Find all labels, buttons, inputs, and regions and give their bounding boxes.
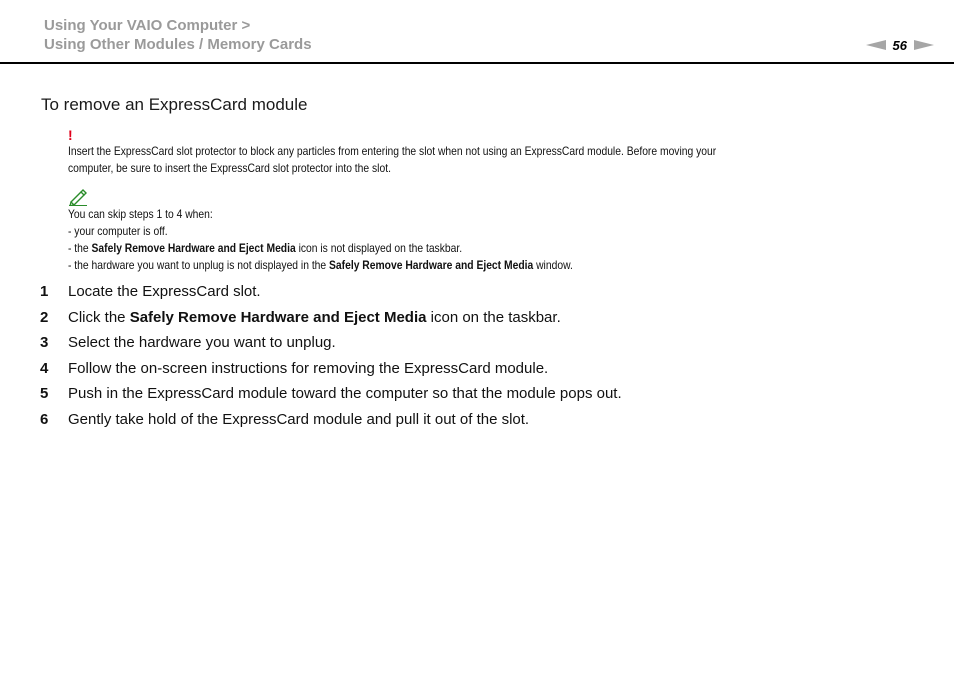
step-text-bold: Safely Remove Hardware and Eject Media <box>129 308 427 326</box>
step-item <box>40 360 622 386</box>
page-number: 56 <box>892 37 907 53</box>
section-title: To remove an ExpressCard module <box>41 95 308 114</box>
step-item <box>40 309 622 335</box>
previous-page-arrow-icon[interactable] <box>866 40 886 50</box>
step-text <box>68 309 561 335</box>
header-divider <box>0 62 954 64</box>
breadcrumb-line-1[interactable]: Using Your VAIO Computer > <box>44 17 251 34</box>
step-number: 6 <box>40 410 49 428</box>
tip-text-line-3 <box>68 240 462 257</box>
next-page-arrow-icon[interactable] <box>914 40 934 50</box>
tip-line-4-prefix: - the hardware you want to unplug is not displayed in the <box>68 258 330 272</box>
step-list <box>40 283 622 436</box>
breadcrumb-line-2[interactable]: Using Other Modules / Memory Cards <box>44 36 312 53</box>
step-item <box>40 385 622 411</box>
step-number: 4 <box>40 359 49 377</box>
tip-line-4-bold: Safely Remove Hardware and Eject Media <box>329 258 534 272</box>
breadcrumb <box>44 16 312 54</box>
step-text: Select the hardware you want to unplug. <box>68 334 336 351</box>
tip-note <box>68 188 898 274</box>
tip-line-3-bold: Safely Remove Hardware and Eject Media <box>91 241 296 255</box>
step-text: Follow the on-screen instructions for removing the ExpressCard module. <box>68 359 549 377</box>
step-text: Gently take hold of the ExpressCard module and pull it out of the slot. <box>68 410 530 428</box>
tip-line-3-suffix: icon is not displayed on the taskbar. <box>295 241 463 255</box>
page-navigation <box>866 37 934 53</box>
step-text: Locate the ExpressCard slot. <box>68 283 261 300</box>
step-item <box>40 283 622 309</box>
tip-line-3-prefix: - the <box>68 241 92 255</box>
warning-note <box>68 127 898 177</box>
tip-line-4-suffix: window. <box>533 258 573 272</box>
tip-text-line-1: You can skip steps 1 to 4 when: <box>68 207 213 221</box>
step-text: Push in the ExpressCard module toward the computer so that the module pops out. <box>68 385 622 402</box>
step-item <box>40 334 622 360</box>
warning-text-line-1: Insert the ExpressCard slot protector to block any particles from entering the slot when not using an ExpressCard module. Before moving your <box>68 144 717 158</box>
warning-exclamation-icon: ! <box>68 127 73 143</box>
warning-text-line-2: computer, be sure to insert the ExpressCard slot protector into the slot. <box>68 161 391 175</box>
step-number: 5 <box>40 385 49 402</box>
tip-text-line-2: - your computer is off. <box>68 224 168 238</box>
pencil-note-icon <box>68 188 88 206</box>
step-text-suffix: icon on the taskbar. <box>426 308 561 326</box>
step-number: 2 <box>40 308 49 326</box>
tip-text-line-4 <box>68 257 573 274</box>
step-text-prefix: Click the <box>68 308 130 326</box>
step-item <box>40 411 622 437</box>
step-number: 1 <box>40 283 49 300</box>
step-number: 3 <box>40 334 49 351</box>
